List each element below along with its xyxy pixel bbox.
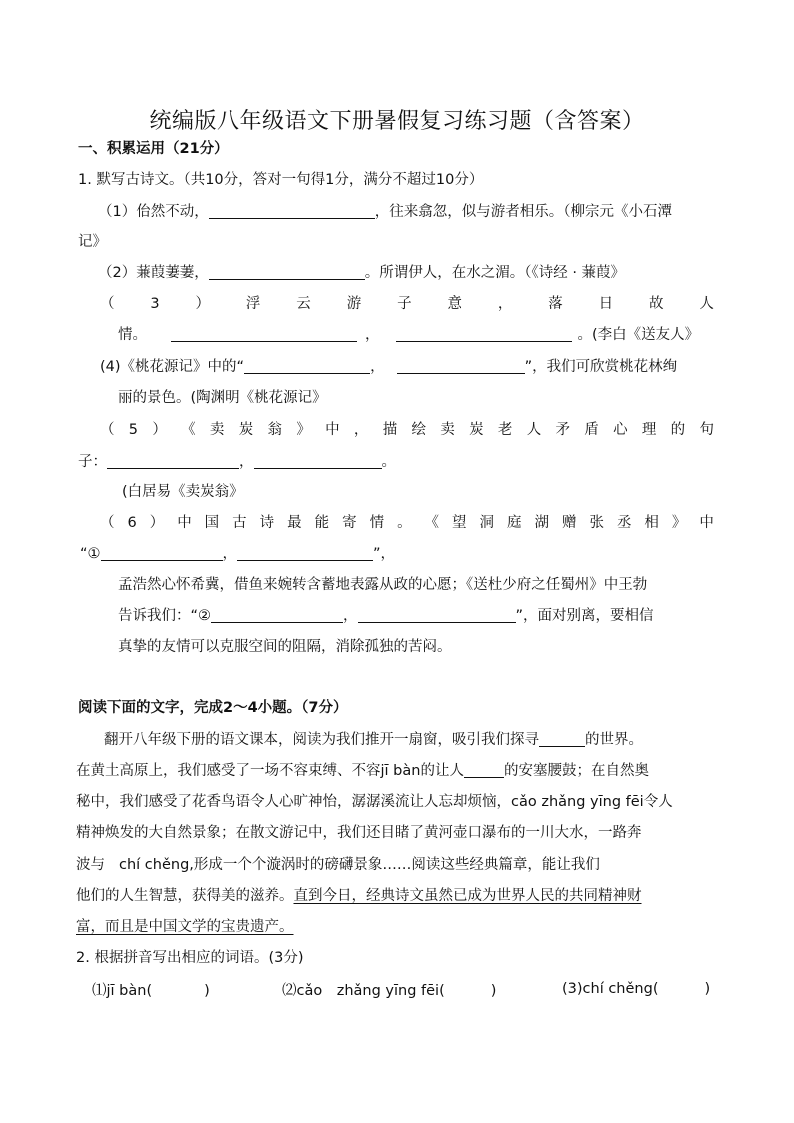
reading-heading: 阅读下面的文字，完成2～4小题。（7分） [78,700,348,716]
text: （2）蒹葭萋萋， [98,265,209,281]
text: 翻开八年级下册的语文课本，阅读为我们推开一扇窗，吸引我们探寻 [104,732,539,748]
justified-char: 人 [526,422,542,438]
justified-char: 赠 [561,515,577,531]
q1-item6-text3: 真挚的友情可以克服空间的阻隔，消除孤独的苦闷。 [118,639,452,655]
q2-answer-c [562,979,710,999]
text: 告诉我们：“② [118,608,212,624]
q1-item1-cont: 记》 [78,234,107,250]
justified-char: 绘 [411,422,426,438]
underlined-sentence: 富，而且是中国文学的宝贵遗产。 [76,919,294,935]
text: 。 [381,454,396,470]
q2-answer-b [282,981,496,1001]
justified-char: 老 [497,422,513,438]
justified-char: 理 [641,422,657,438]
text: ”， [373,546,396,562]
justified-char: 5 [128,422,139,438]
text: 。所谓伊人，在水之湄。（《诗经 · 蒹葭》 [364,265,626,281]
justified-char: 《 [181,422,196,438]
justified-char: 湖 [534,515,549,531]
answer-blank[interactable] [107,452,239,469]
text: ) [704,981,711,997]
justified-char: 云 [296,296,311,312]
justified-char: ） [152,422,167,438]
q1-item4-cont: 丽的景色。(陶渊明《桃花源记》 [118,390,327,406]
text: ⑵cǎo zhǎng yīng fēi( [282,983,445,999]
justified-char: ） [149,515,165,531]
justified-char: 句 [699,422,714,438]
q1-item6-cont [80,544,395,564]
text: ， [365,327,380,343]
justified-char: 故 [649,296,664,312]
justified-char: 炭 [238,422,254,438]
q1-item5-cont [78,452,396,472]
justified-char: 游 [346,296,362,312]
justified-char: 中 [699,515,714,531]
text: ) [490,983,497,999]
answer-blank[interactable] [539,730,585,747]
q1-item2 [98,263,625,283]
justified-char: 《 [424,515,440,531]
answer-blank[interactable] [171,325,357,342]
justified-char: 古 [232,515,247,531]
answer-blank[interactable] [397,357,525,374]
justified-char: 炭 [469,422,484,438]
text: 。(李白《送友人》 [577,327,700,343]
text: (3)chí chěng( [562,981,659,997]
justified-char: 寄 [342,515,357,531]
text: ”，面对别离，要相信 [515,608,654,624]
justified-char: 庭 [507,515,522,531]
justified-char: 》 [671,515,687,531]
justified-char: 情 [369,515,385,531]
q1-item3 [100,294,714,314]
justified-char: 最 [287,515,302,531]
text: chí chěng,形成一个个漩涡时的磅礴景象……阅读这些经典篇章，能让我们 [119,857,600,873]
text: “① [80,546,101,562]
q1-item3-cont [118,325,699,345]
reading-paragraph-line [76,761,649,781]
text: ， [370,359,385,375]
justified-char: 卖 [440,422,455,438]
answer-blank[interactable] [209,263,365,280]
underlined-sentence: 直到今日，经典诗文虽然已成为世界人民的共同精神财 [293,888,642,904]
answer-blank[interactable] [211,606,343,623]
text: ，往来翕忽，似与游者相乐。（柳宗元《小石潭 [374,204,672,220]
answer-blank[interactable] [358,606,516,623]
justified-char: ， [497,296,513,312]
justified-char: 6 [127,515,137,531]
justified-char: 望 [452,515,467,531]
text: ， [343,608,358,624]
justified-char: （ [100,515,115,531]
justified-char: 诗 [259,515,275,531]
text: （1）佁然不动， [98,204,209,220]
q1-item6 [100,513,714,533]
justified-char: 中 [325,422,340,438]
q1-item1 [98,202,672,222]
reading-paragraph-line [76,886,642,906]
justified-char: 落 [548,296,563,312]
justified-char: 翁 [267,422,283,438]
q1-item4 [100,357,677,377]
text: 他们的人生智慧，获得美的滋养。 [76,888,294,904]
answer-blank[interactable] [244,357,370,374]
justified-char: 浮 [245,296,261,312]
justified-char: 能 [314,515,330,531]
justified-char: 洞 [479,515,495,531]
reading-paragraph-line: 精神焕发的大自然景象；在散文游记中，我们还目睹了黄河壶口瀑布的一川大水，一路奔 [76,825,642,841]
text: 的世界。 [585,732,643,748]
q2-answer-a [92,981,210,1001]
answer-blank[interactable] [237,544,373,561]
justified-char: 张 [589,515,604,531]
q2-stem: 2. 根据拼音写出相应的词语。(3分) [76,950,304,966]
justified-char: 丞 [616,515,632,531]
text: 在黄土高原上，我们感受了一场不容束缚、不容jī bàn的让人 [76,763,464,779]
justified-char: 》 [296,422,311,438]
justified-char: 3 [150,296,160,312]
text: ”，我们可欣赏桃花林绚 [524,359,678,375]
answer-blank[interactable] [464,761,504,778]
justified-char: 日 [598,296,614,312]
q1-item6-text2 [118,606,654,626]
text: 子： [78,454,107,470]
text: (4)《桃花源记》中的“ [100,359,245,375]
justified-char: 心 [613,422,628,438]
page-title: 统编版八年级语文下册暑假复习练习题（含答案） [149,109,645,134]
reading-paragraph-line: 秘中，我们感受了花香鸟语令人心旷神怡，潺潺溪流让人忘却烦恼，cǎo zhǎng yīng fēi令人 [76,794,673,810]
text: ⑴jī bàn( [92,983,153,999]
q1-item6-text: 孟浩然心怀希冀，借鱼来婉转含蓄地表露从政的心愿；《送杜少府之任蜀州》中王勃 [118,577,648,593]
text: 的安塞腰鼓；在自然奥 [503,763,649,779]
answer-blank[interactable] [396,325,572,342]
q1-item5-source: (白居易《卖炭翁》 [122,484,244,500]
justified-char: 矛 [555,422,570,438]
justified-char: 描 [382,422,398,438]
q1-item5 [100,420,714,440]
justified-char: （ [100,422,115,438]
answer-blank[interactable] [209,202,375,219]
section-heading: 一、积累运用（21分） [78,141,229,157]
justified-char: 卖 [209,422,225,438]
justified-char: 中 [177,515,192,531]
reading-paragraph-line [76,855,600,875]
reading-paragraph-line [104,730,643,750]
justified-char: 子 [397,296,412,312]
answer-blank[interactable] [101,544,223,561]
justified-char: 。 [397,515,412,531]
justified-char: （ [100,296,115,312]
justified-char: 国 [204,515,220,531]
text: ， [239,454,254,470]
q1-stem: 1. 默写古诗文。（共10分，答对一句得1分，满分不超过10分） [78,172,484,188]
justified-char: 意 [447,296,462,312]
text: ， [222,546,238,562]
justified-char: 相 [644,515,659,531]
text: 情。 [118,327,147,343]
justified-char: 人 [699,296,714,312]
text: ) [204,983,210,999]
justified-char: ， [353,422,369,438]
text: 波与 [76,857,105,873]
justified-char: 的 [670,422,686,438]
justified-char: 盾 [584,422,599,438]
answer-blank[interactable] [254,452,382,469]
justified-char: ） [195,296,211,312]
